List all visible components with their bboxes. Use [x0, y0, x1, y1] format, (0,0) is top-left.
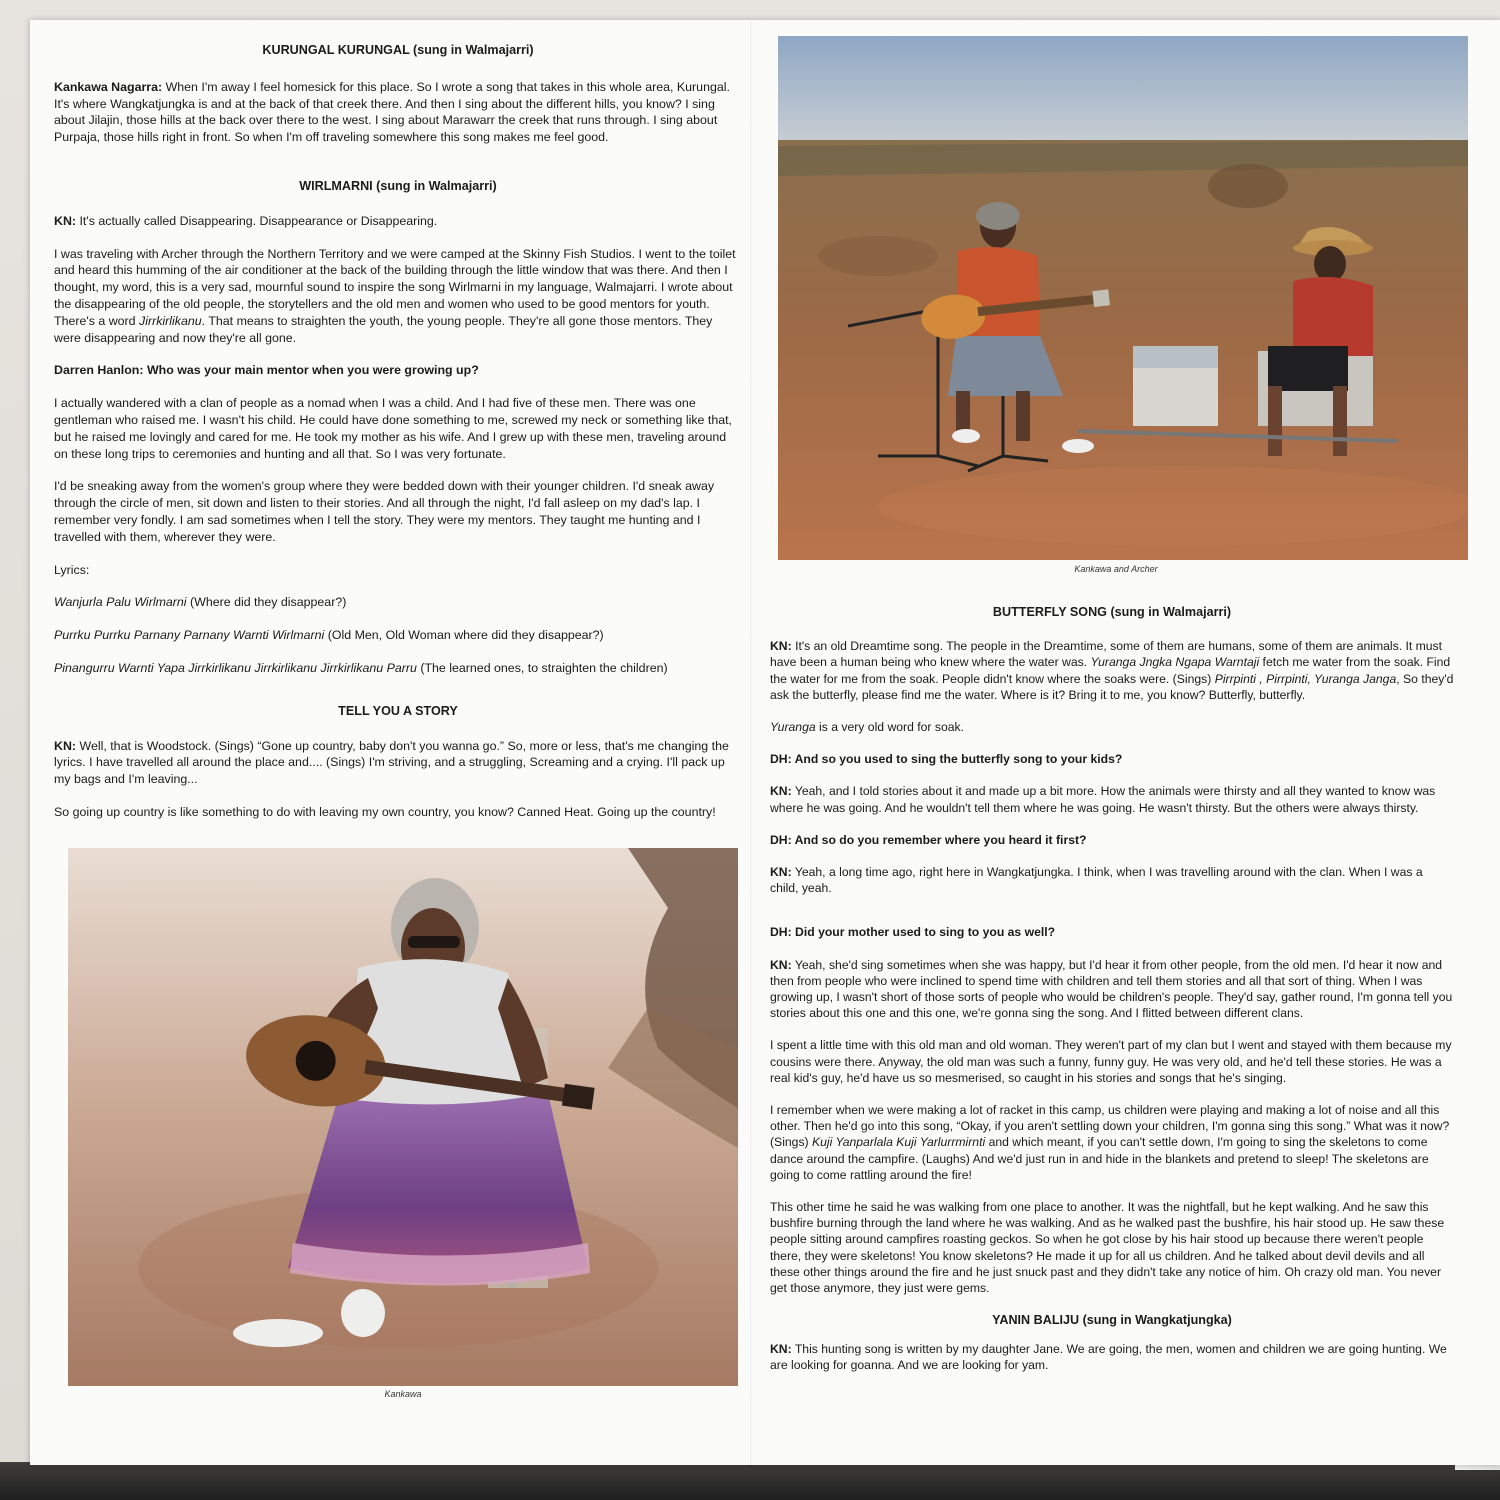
answer-2-text: Yeah, a long time ago, right here in Wangkatjungka. I think, when I was travelling around with the clan. When I was a child, yeah. [770, 865, 1423, 896]
heading-tell-you-a-story: TELL YOU A STORY [338, 703, 458, 718]
question-mentor: Darren Hanlon: Who was your main mentor when you were growing up? [54, 363, 479, 378]
kurungal-paragraph [54, 79, 742, 146]
butterfly-p2-text: is a very old word for soak. [815, 720, 964, 735]
speaker-label: KN: [770, 784, 792, 799]
lyrics-line-translation: (Old Men, Old Woman where did they disappear?) [324, 628, 604, 643]
yanin-text: This hunting song is written by my daughter Jane. We are going, the men, women and children we are going hunting. We are looking for goanna. And we are looking for yam. [770, 1341, 1447, 1372]
right-column [770, 604, 1454, 1389]
lyrics-line-translation: (The learned ones, to straighten the children) [416, 660, 668, 675]
tell-paragraph-2: So going up country is like something to do with leaving my own country, you know? Canned Heat. Going up the country! [54, 804, 716, 819]
butterfly-paragraph-bushfire: This other time he said he was walking from one place to another. It was the nightfall, but he kept walking. And he saw this bushfire burning through the land where he was walking. And as he walked past the bushfire, his hair stood up. He saw these people sitting around campfires roasting geckos. So when he got close by his hair stood up because there weren't people there, they were skeletons! You know skeletons? He made it up for all us children. And he talked about devil devils and all these other things around the fire and he just snuck past and they didn't take any notice of him. Oh crazy old man. You never get those anymore, they just were gems. [770, 1200, 1445, 1296]
butterfly-paragraph-1 [770, 638, 1454, 703]
speaker-label: KN: [54, 738, 77, 753]
kurungal-text: When I'm away I feel homesick for this place. So I wrote a song that takes in this whole area, Kurungal. It's where Wangkatjungka is and at the back of that creek there. And then I sing about the different hills, you know? I sing about Jilajin, those hills at the back over there to the west. I sing about Marawarr the creek that runs through. I sing about Purpaja, those hills right in front. So when I'm off traveling somewhere this song makes me feel good. [54, 79, 730, 145]
wirlmarni-p1-word: Jirrkirlikanu [139, 313, 202, 328]
skeletons-lyric: Kuji Yanparlala Kuji Yarlurrmirnti [812, 1135, 986, 1150]
page-gutter [750, 20, 752, 1465]
left-column [54, 42, 742, 837]
tell-paragraph-1 [54, 738, 742, 788]
caption-kankawa-and-archer: Kankawa and Archer [1074, 564, 1158, 574]
lyrics-line-translation: (Where did they disappear?) [186, 595, 347, 610]
wirlmarni-paragraph-1 [54, 246, 742, 347]
question-butterfly-kids: DH: And so you used to sing the butterfly song to your kids? [770, 752, 1123, 767]
speaker-label: KN: [770, 957, 792, 972]
butterfly-word-yuranga: Yuranga [770, 720, 816, 735]
answer-3-text: Yeah, she'd sing sometimes when she was happy, but I'd hear it from other people, from the old men. I'd hear it now and then from people who were inclined to spend time with children and tell them stories and all that sort of thing. When I was growing up, I wasn't short of those sorts of people who would be children's people. They'd say, gather round, I'm gonna tell you stories about this one and this one, we're gonna sing the song. And I flitted between different clans. [770, 957, 1453, 1021]
photo-kankawa [68, 848, 738, 1386]
heading-butterfly-song: BUTTERFLY SONG (sung in Walmajarri) [992, 605, 1232, 619]
wirlmarni-paragraph-3: I'd be sneaking away from the women's group where they were bedded down with their younger children. I'd sneak away through the circle of men, sit down and listen to their stories. And all through the night, I'd fall asleep on my dad's lap. I remember very fondly. I am sad sometimes when I tell the story. They were my mentors. They taught me hunting and I travelled with them, wherever they were. [54, 479, 715, 544]
heading-yanin-baliju: YANIN BALIJU (sung in Wangkatjungka) [992, 1313, 1232, 1328]
answer-1-text: Yeah, and I told stories about it and made up a bit more. How the animals were thirsty and all they wanted to know was where he was going. And he wouldn't tell them where he was going. He wasn't thirsty. But the others were always thirsty. [770, 784, 1436, 815]
photo-kankawa-and-archer [778, 36, 1468, 560]
skeletons-text-a: I remember when we were making a lot of racket in this camp, us children were playing and making a lot of noise and all this other. Then he'd go into this song, “Okay, if you aren't settling down your children, I'm gonna sing this song.” What was it now? (Sings) [770, 1103, 1450, 1150]
wirlmarni-paragraph-2: I actually wandered with a clan of people as a nomad when I was a child. And I had five of these men. There was one gentleman who raised me. I wasn't his child. He could have done something to me, screwed my neck or something like that, but he raised me lovingly and cared for me. He took my mother as his wife. And I grew up with these men, traveling around on these long trips to ceremonies and hunting and all that. So I was very fortunate. [54, 396, 732, 461]
speaker-label: KN: [54, 213, 77, 228]
yanin-paragraph [770, 1341, 1454, 1373]
speaker-label: KN: [770, 865, 792, 880]
heading-kurungal: KURUNGAL KURUNGAL (sung in Walmajarri) [262, 43, 534, 57]
answer-heard-first [770, 864, 1454, 896]
butterfly-paragraph-old-man: I spent a little time with this old man and old woman. They weren't part of my clan but I went and stayed with them because my cousins were there. Anyway, the old man was such a funny, funny guy. He was very old, and he'd tell these stories. He was a real kid's guy, he'd have us so mesmerised, so caught in his stories and songs that he's singing. [770, 1038, 1452, 1085]
butterfly-paragraph-2 [770, 719, 1454, 735]
speaker-label: KN: [770, 639, 792, 654]
lyrics-label: Lyrics: [54, 562, 90, 577]
lyrics-line-original: Wanjurla Palu Wirlmarni [54, 595, 187, 610]
speaker-label: KN: [770, 1341, 792, 1356]
lyrics-block [54, 594, 742, 676]
butterfly-p1-a: It's an old Dreamtime song. The people in the Dreamtime, some of them are humans, some of them are animals. It must have been a human being who knew where the water was. [770, 639, 1443, 670]
skeletons-text-b: and which meant, if you can't settle down, I'm going to sing the skeletons to come dance around the campfire. (Laughs) And we'd just run in and hide in the blankets and pretend to sleep! The skeletons are going to come rattling around the fire! [770, 1135, 1429, 1182]
caption-kankawa: Kankawa [384, 1389, 422, 1399]
butterfly-p1-c: , So they'd ask the butterfly, please find me the water. Where is it? Bring it to me, you know? Butterfly, butterfly. [770, 671, 1454, 702]
lyrics-line [54, 660, 742, 677]
speaker-label: Kankawa Nagarra: [54, 79, 163, 94]
wirlmarni-p1-b: . That means to straighten the youth, the young people. They're all gone those mentors. They were disappearing and now they're all gone. [54, 313, 713, 345]
answer-butterfly-kids [770, 783, 1454, 815]
butterfly-p1-b: fetch me water from the soak. Find the water for me from the soak. People didn't know where the soaks were. (Sings) [770, 655, 1451, 686]
butterfly-paragraph-skeletons [770, 1102, 1454, 1183]
question-heard-first: DH: And so do you remember where you heard it first? [770, 832, 1087, 847]
lyrics-line [54, 594, 742, 611]
tell-p1-text: Well, that is Woodstock. (Sings) “Gone up country, baby don't you wanna go.” So, more or less, that's me changing the lyrics. I have travelled all around the place and.... (Sings) I'm striving, and a struggling, Screaming and a crying. I'll pack up my bags and I'm leaving... [54, 738, 729, 787]
question-mother-sing: DH: Did your mother used to sing to you as well? [770, 925, 1056, 940]
wirlmarni-intro [54, 213, 742, 230]
heading-wirlmarni: WIRLMARNI (sung in Walmajarri) [299, 178, 497, 193]
butterfly-p1-lyric-2: Pirrpinti , Pirrpinti, Yuranga Janga [1214, 671, 1397, 686]
wirlmarni-intro-text: It's actually called Disappearing. Disappearance or Disappearing. [79, 213, 438, 228]
butterfly-p1-lyric-1: Yuranga Jngka Ngapa Warntaji [1090, 655, 1260, 670]
answer-mother-sing [770, 957, 1454, 1022]
wirlmarni-p1-a: I was traveling with Archer through the Northern Territory and we were camped at the Skinny Fish Studios. I went to the toilet and heard this humming of the air conditioner at the back of the building through the little window that was there. And then I thought, my word, this is a very sad, mournful sound to inspire the song Wirlmarni in my language, Walmajarri. I wrote about the disappearing of the old people, the storytellers and the old men and women who used to be good mentors for youth. There's a word [54, 246, 736, 328]
background-floor [0, 1462, 1500, 1500]
lyrics-line-original: Pinangurru Warnti Yapa Jirrkirlikanu Jirrkirlikanu Jirrkirlikanu Parru [54, 660, 417, 675]
lyrics-line [54, 627, 742, 644]
lyrics-line-original: Purrku Purrku Parnany Parnany Warnti Wirlmarni [54, 628, 325, 643]
